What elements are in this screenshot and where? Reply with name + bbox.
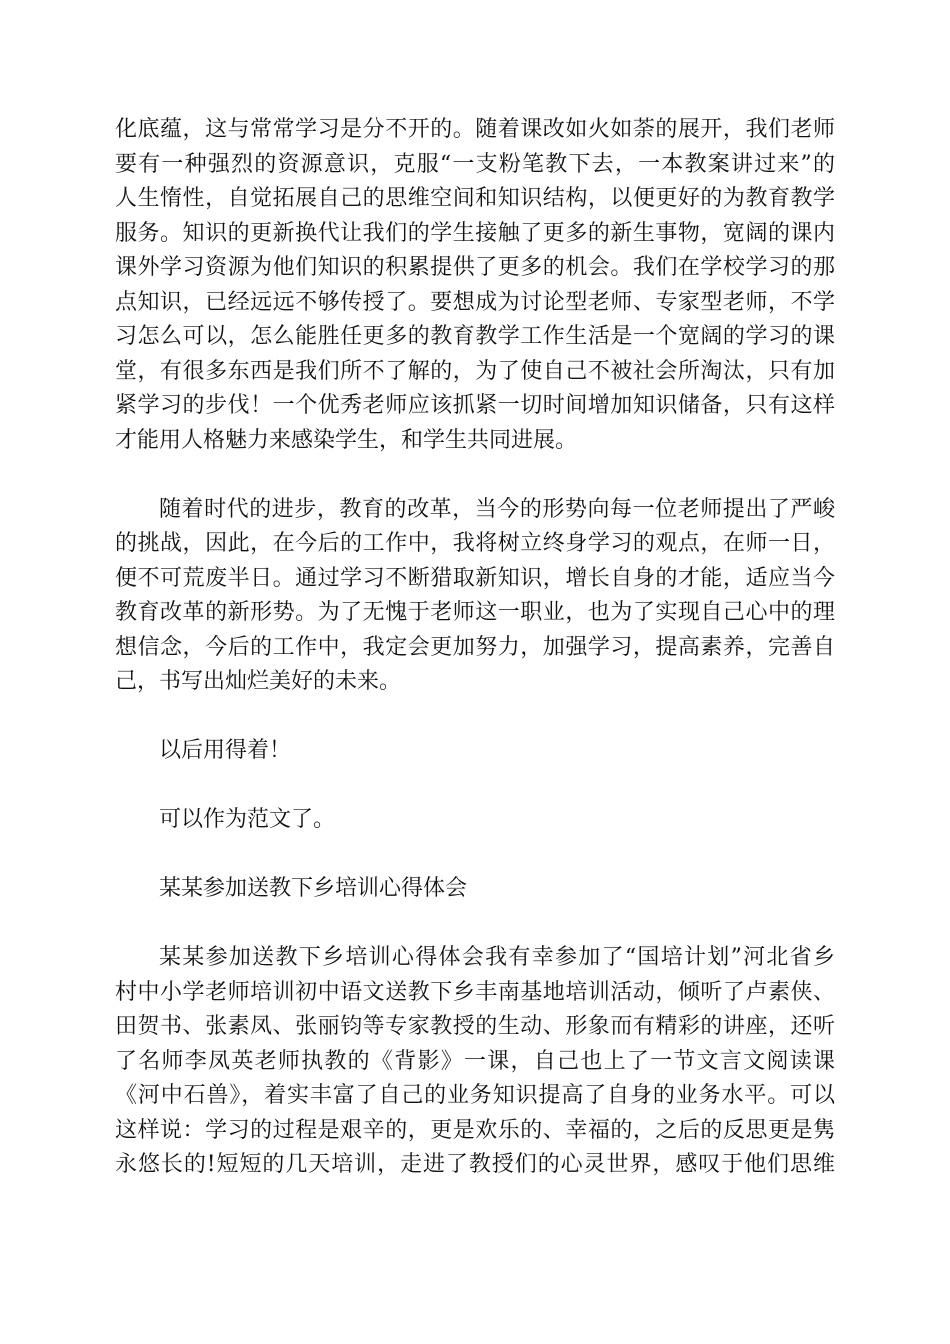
text-line: 这样说：学习的过程是艰辛的，更是欢乐的、幸福的，之后的反思更是隽 bbox=[115, 1117, 835, 1143]
text-line: 才能用人格魅力来感染学生，和学生共同进展。 bbox=[115, 427, 578, 453]
text-line: 某某参加送教下乡培训心得体会我有幸参加了“国培计划”河北省乡 bbox=[159, 945, 835, 970]
text-line: 化底蕴，这与常常学习是分不开的。随着课改如火如荼的展开，我们老师 bbox=[115, 117, 835, 142]
paragraph-gap bbox=[115, 700, 835, 735]
paragraph-gap bbox=[115, 838, 835, 873]
paragraph-training-experience bbox=[115, 941, 835, 1183]
heading-line: 某某参加送教下乡培训心得体会 bbox=[159, 876, 468, 901]
text-line: 点知识，已经远远不够传授了。要想成为讨论型老师、专家型老师，不学 bbox=[115, 289, 835, 315]
paragraph-gap bbox=[115, 458, 835, 493]
text-line: 了名师李凤英老师执教的《背影》一课，自己也上了一节文言文阅读课 bbox=[115, 1048, 835, 1074]
text-line: 服务。知识的更新换代让我们的学生接触了更多的新生事物，宽阔的课内 bbox=[115, 220, 835, 246]
text-line: 人生惰性，自觉拓展自己的思维空间和知识结构，以便更好的为教育教学 bbox=[115, 186, 835, 211]
text-line: 课外学习资源为他们知识的积累提供了更多的机会。我们在学校学习的那 bbox=[115, 255, 835, 280]
paragraph-note-useful bbox=[115, 734, 835, 769]
text-line: 要有一种强烈的资源意识，克服“一支粉笔教下去，一本教案讲过来”的 bbox=[115, 151, 835, 177]
text-line: 习怎么可以，怎么能胜任更多的教育教学工作生活是一个宽阔的学习的课 bbox=[115, 324, 835, 349]
text-line: 田贺书、张素凤、张丽钧等专家教授的生动、形象而有精彩的讲座，还听 bbox=[115, 1014, 835, 1039]
text-line: 随着时代的进步，教育的改革，当今的形势向每一位老师提出了严峻 bbox=[159, 496, 835, 522]
text-line: 教育改革的新形势。为了无愧于老师这一职业，也为了实现自己心中的理 bbox=[115, 600, 835, 625]
text-line: 己，书写出灿烂美好的未来。 bbox=[115, 669, 402, 694]
text-line: 便不可荒废半日。通过学习不断猎取新知识，增长自身的才能，适应当今 bbox=[115, 565, 835, 591]
text-line: 永悠长的!短短的几天培训，走进了教授们的心灵世界，感叹于他们思维 bbox=[115, 1152, 835, 1177]
paragraph-lifelong-learning bbox=[115, 493, 835, 700]
text-line: 村中小学老师培训初中语文送教下乡丰南基地培训活动，倾听了卢素侠、 bbox=[115, 979, 835, 1005]
text-line: 紧学习的步伐！一个优秀老师应该抓紧一切时间增加知识储备，只有这样 bbox=[115, 393, 835, 418]
section-heading bbox=[115, 872, 835, 907]
text-line: 的挑战，因此，在今后的工作中，我将树立终身学习的观点，在师一日， bbox=[115, 531, 835, 556]
paragraph-gap bbox=[115, 769, 835, 804]
text-line: 以后用得着！ bbox=[159, 738, 292, 763]
text-line: 可以作为范文了。 bbox=[159, 807, 336, 832]
paragraph-learning-resources bbox=[115, 113, 835, 458]
document-page bbox=[115, 113, 835, 1183]
paragraph-note-sample bbox=[115, 803, 835, 838]
text-line: 想信念，今后的工作中，我定会更加努力，加强学习，提高素养，完善自 bbox=[115, 634, 835, 660]
paragraph-gap bbox=[115, 907, 835, 942]
text-line: 《河中石兽》，着实丰富了自己的业务知识提高了自身的业务水平。可以 bbox=[115, 1083, 835, 1108]
text-line: 堂，有很多东西是我们所不了解的，为了使自己不被社会所淘汰，只有加 bbox=[115, 358, 835, 384]
